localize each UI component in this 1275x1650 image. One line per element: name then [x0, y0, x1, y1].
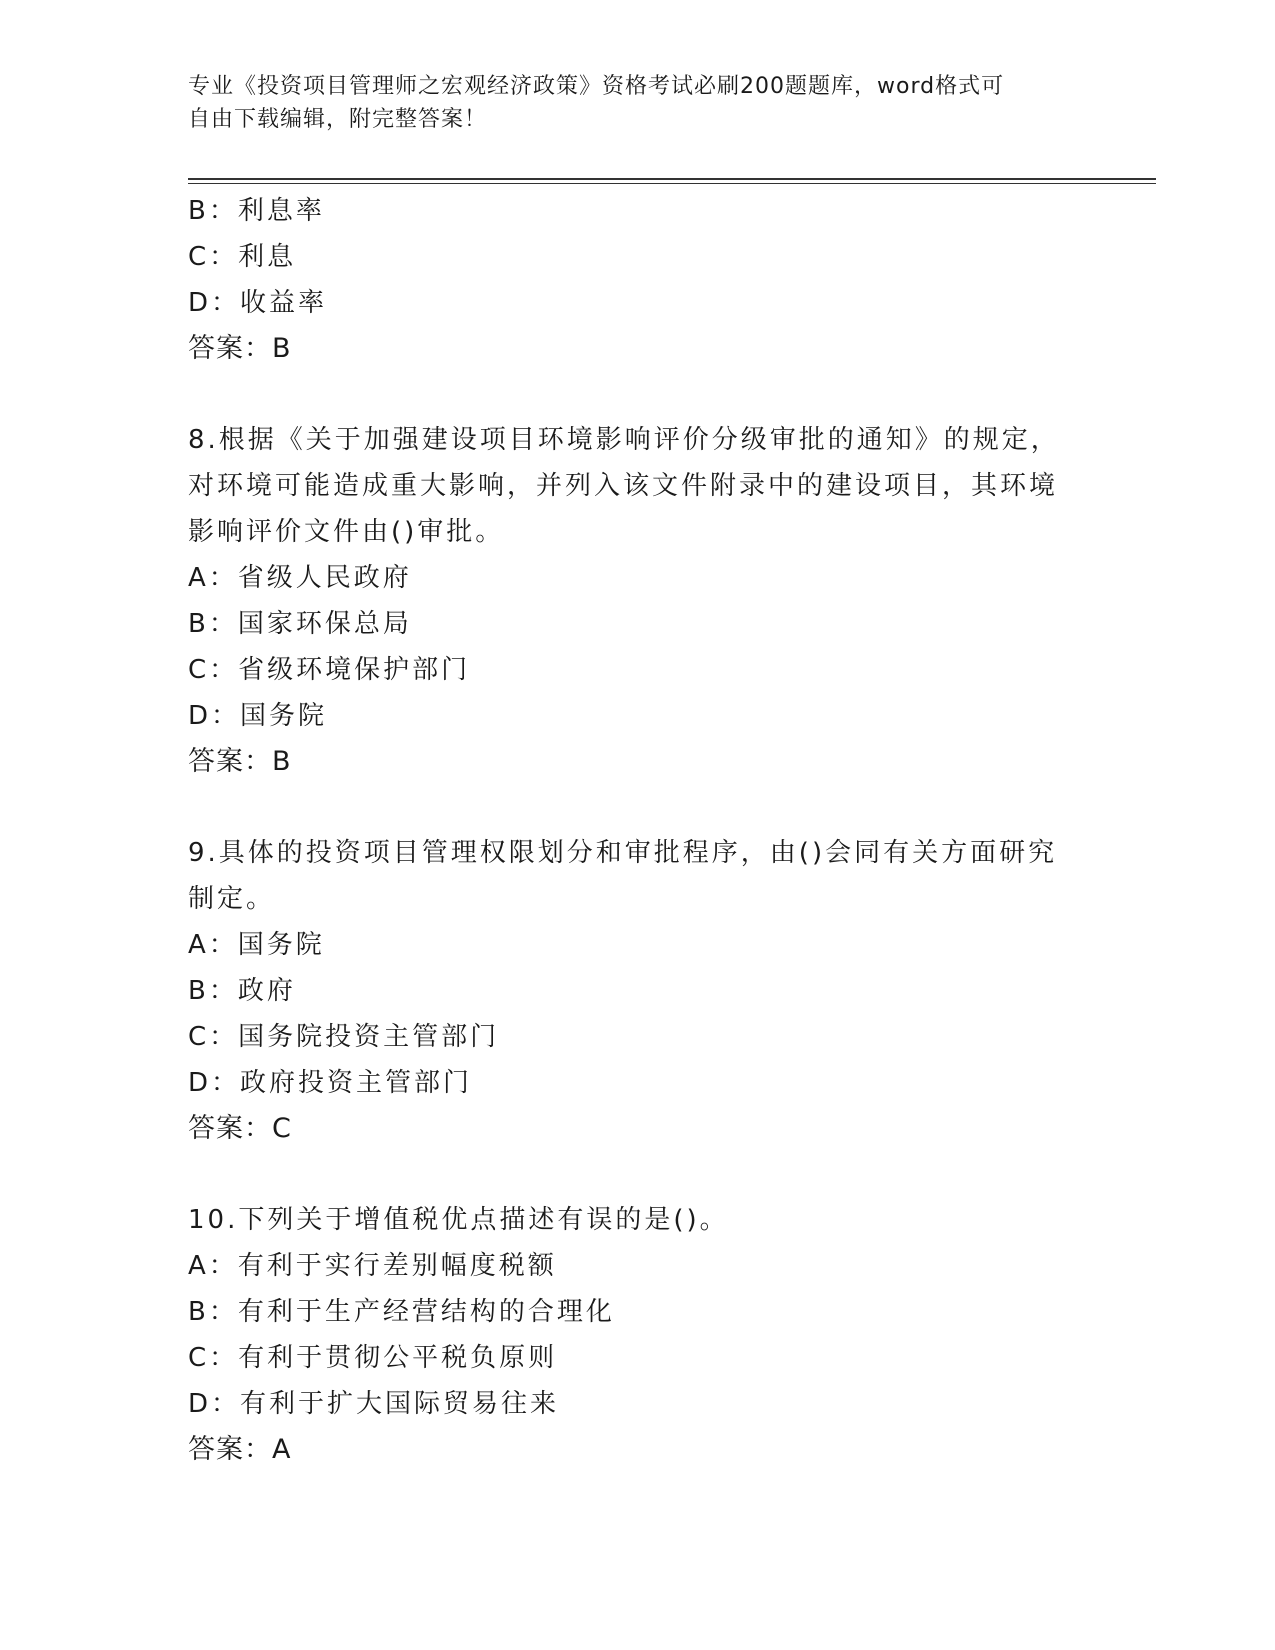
option-c: C：利息 [188, 242, 297, 272]
option-d: D：有利于扩大国际贸易往来 [188, 1389, 560, 1419]
option-a: A：有利于实行差别幅度税额 [188, 1251, 557, 1281]
header-divider [188, 178, 1156, 180]
option-a: A：国务院 [188, 930, 325, 960]
answer: 答案：B [188, 333, 292, 364]
option-a: A：省级人民政府 [188, 563, 412, 593]
header-divider-thin [188, 183, 1156, 184]
option-d: D：政府投资主管部门 [188, 1068, 473, 1098]
question-text-line: 10.下列关于增值税优点描述有误的是()。 [188, 1205, 729, 1235]
answer: 答案：B [188, 746, 292, 777]
question-text-line: 影响评价文件由()审批。 [188, 517, 505, 547]
header-line-2: 自由下载编辑，附完整答案！ [188, 107, 488, 132]
document-header [188, 70, 1068, 136]
question-text-line: 制定。 [188, 884, 276, 914]
question-text-line: 8.根据《关于加强建设项目环境影响评价分级审批的通知》的规定， [188, 425, 1060, 455]
question-10 [188, 1197, 1088, 1473]
question-text-line: 9.具体的投资项目管理权限划分和审批程序，由()会同有关方面研究 [188, 838, 1058, 868]
question-text-line: 对环境可能造成重大影响，并列入该文件附录中的建设项目，其环境 [188, 471, 1059, 501]
option-c: C：有利于贯彻公平税负原则 [188, 1343, 558, 1373]
question-7-continued [188, 188, 1088, 372]
question-8 [188, 417, 1088, 785]
question-9 [188, 830, 1088, 1152]
option-d: D：国务院 [188, 701, 328, 731]
document-body [188, 188, 1088, 1473]
option-b: B：政府 [188, 976, 296, 1006]
answer: 答案：A [188, 1434, 292, 1465]
option-b: B：利息率 [188, 196, 325, 226]
option-b: B：国家环保总局 [188, 609, 412, 639]
answer: 答案：C [188, 1113, 292, 1144]
option-c: C：国务院投资主管部门 [188, 1022, 500, 1052]
option-c: C：省级环境保护部门 [188, 655, 471, 685]
option-b: B：有利于生产经营结构的合理化 [188, 1297, 615, 1327]
header-line-1: 专业《投资项目管理师之宏观经济政策》资格考试必刷200题题库，word格式可 [188, 74, 1005, 99]
option-d: D：收益率 [188, 288, 328, 318]
